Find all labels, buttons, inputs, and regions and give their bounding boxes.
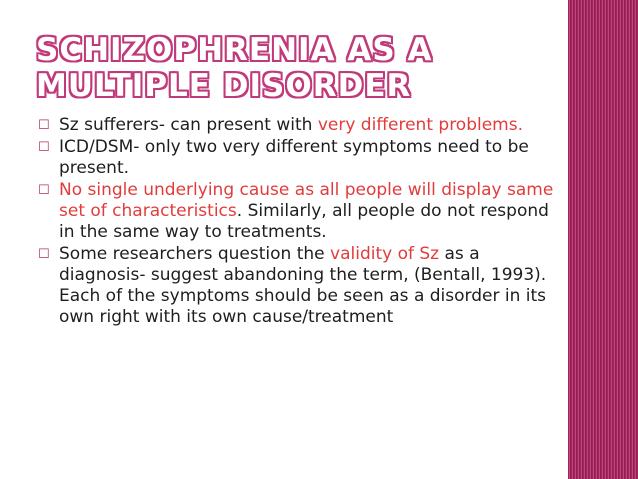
decorative-stripe — [568, 0, 638, 479]
bullet-list — [38, 115, 558, 329]
checkbox-bullet-icon: ☐ — [38, 247, 50, 262]
bullet-highlight: No single underlying cause as all people will display same set of characteristics — [59, 180, 554, 221]
bullet-text: Sz sufferers- can present with — [59, 115, 318, 135]
bullet-text: Some researchers question the — [59, 244, 331, 264]
bullet-text: ICD/DSM- only two very different symptoms need to be present. — [59, 137, 529, 178]
checkbox-bullet-icon: ☐ — [38, 140, 50, 155]
checkbox-bullet-icon: ☐ — [38, 118, 50, 133]
bullet-text-tail: . Similarly, all people do not respond in the same way to treatments. — [59, 201, 549, 242]
list-item — [38, 244, 558, 328]
bullet-highlight: very different problems. — [317, 115, 524, 135]
bullet-highlight: validity of Sz — [330, 244, 440, 264]
checkbox-bullet-icon: ☐ — [38, 183, 50, 198]
slide-title: SCHIZOPHRENIA AS A MULTIPLE DISORDER — [36, 32, 433, 104]
list-item — [38, 115, 558, 136]
list-item — [38, 180, 558, 243]
bullet-text-tail: as a diagnosis- suggest abandoning the term, (Bentall, 1993). Each of the symptoms should be seen as a disorder in its own right with its own cause/treatment — [59, 244, 547, 327]
list-item — [38, 137, 558, 179]
